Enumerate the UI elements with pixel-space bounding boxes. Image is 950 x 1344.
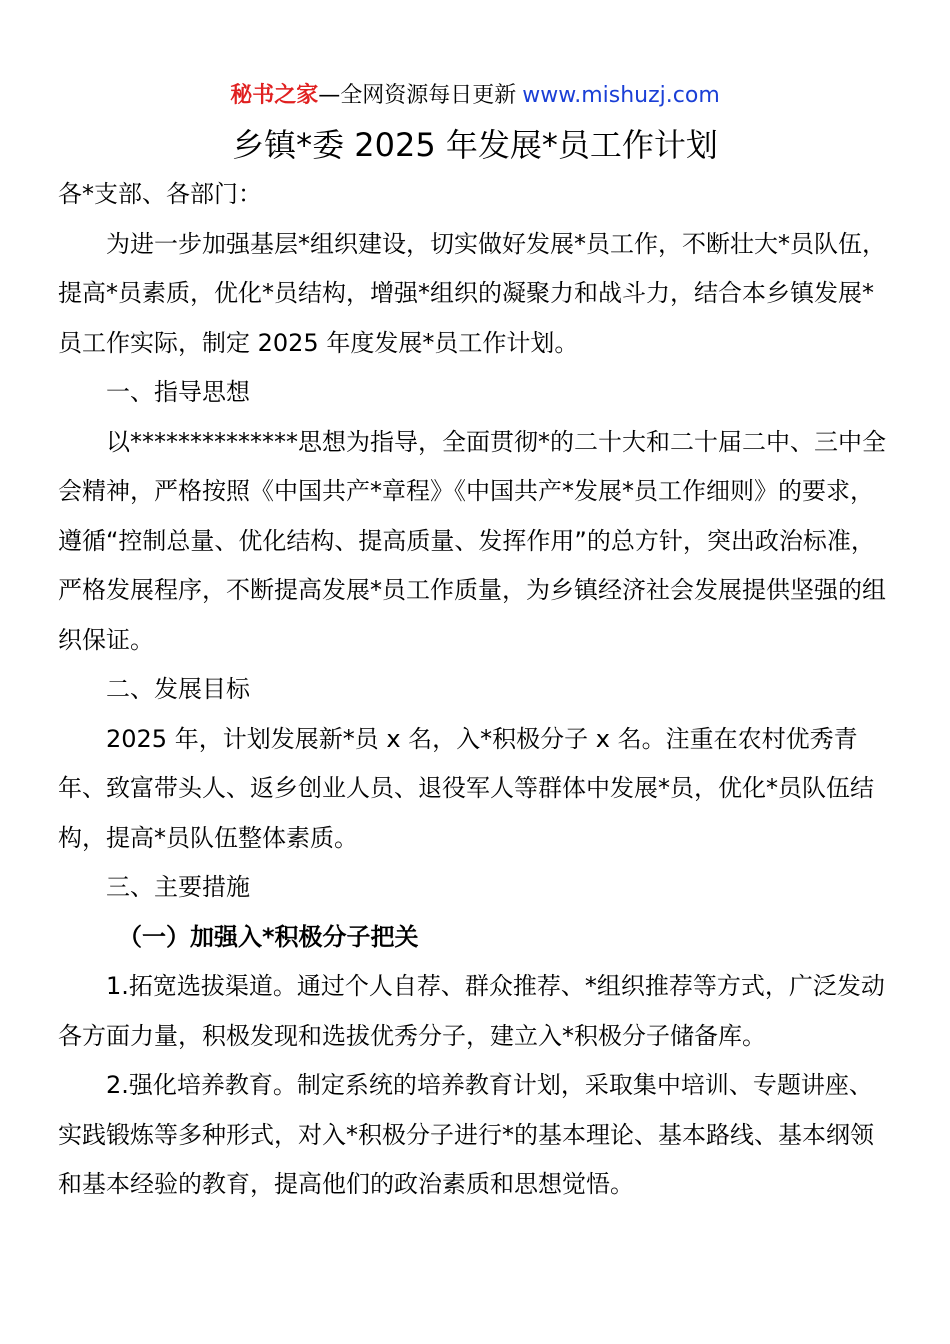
brand-name: 秘书之家 (230, 83, 319, 108)
intro-paragraph: 为进一步加强基层*组织建设，切实做好发展*员工作，不断壮大*员队伍，提高*员素质，优化*员结构，增强*组织的凝聚力和战斗力，结合本乡镇发展*员工作实际，制定 2025 年度发展*员工作计划。 (58, 229, 886, 357)
measure-item-2: 2.强化培养教育。制定系统的培养教育计划，采取集中培训、专题讲座、实践锻炼等多种形式，对入*积极分子进行*的基本理论、基本路线、基本纲领和基本经验的教育，提高他们的政治素质和思想觉悟。 (58, 1071, 874, 1198)
guiding-ideology-paragraph: 以**************思想为指导，全面贯彻*的二十大和二十届二中、三中全会精神，严格按照《中国共产*章程》《中国共产*发展*员工作细则》的要求，遵循“控制总量、优化结构、提高质量、发挥作用”的总方针，突出政治标准，严格发展程序，不断提高发展*员工作质量，为乡镇经济社会发展提供坚强的组织保证。 (58, 427, 886, 654)
site-url-link[interactable]: www.mishuzj.com (522, 83, 720, 108)
section-heading-guiding-ideology: 一、指导思想 (106, 378, 250, 406)
measure-item-1: 1.拓宽选拔渠道。通过个人自荐、群众推荐、*组织推荐等方式，广泛发动各方面力量，积极发现和选拔优秀分子，建立入*积极分子储备库。 (58, 972, 885, 1050)
goals-paragraph: 2025 年，计划发展新*员 x 名，入*积极分子 x 名。注重在农村优秀青年、致富带头人、返乡创业人员、退役军人等群体中发展*员，优化*员队伍结构，提高*员队伍整体素质。 (58, 724, 874, 852)
document-title: 乡镇*委 2025 年发展*员工作计划 (232, 126, 718, 164)
salutation: 各*支部、各部门： (58, 180, 262, 208)
section-heading-measures: 三、主要措施 (106, 873, 250, 901)
banner-tagline: —全网资源每日更新 (318, 83, 517, 108)
section-heading-goals: 二、发展目标 (106, 675, 250, 703)
subsection-heading-activists: （一）加强入*积极分子把关 (118, 922, 419, 951)
document-body (58, 170, 892, 1210)
site-banner (0, 80, 950, 112)
